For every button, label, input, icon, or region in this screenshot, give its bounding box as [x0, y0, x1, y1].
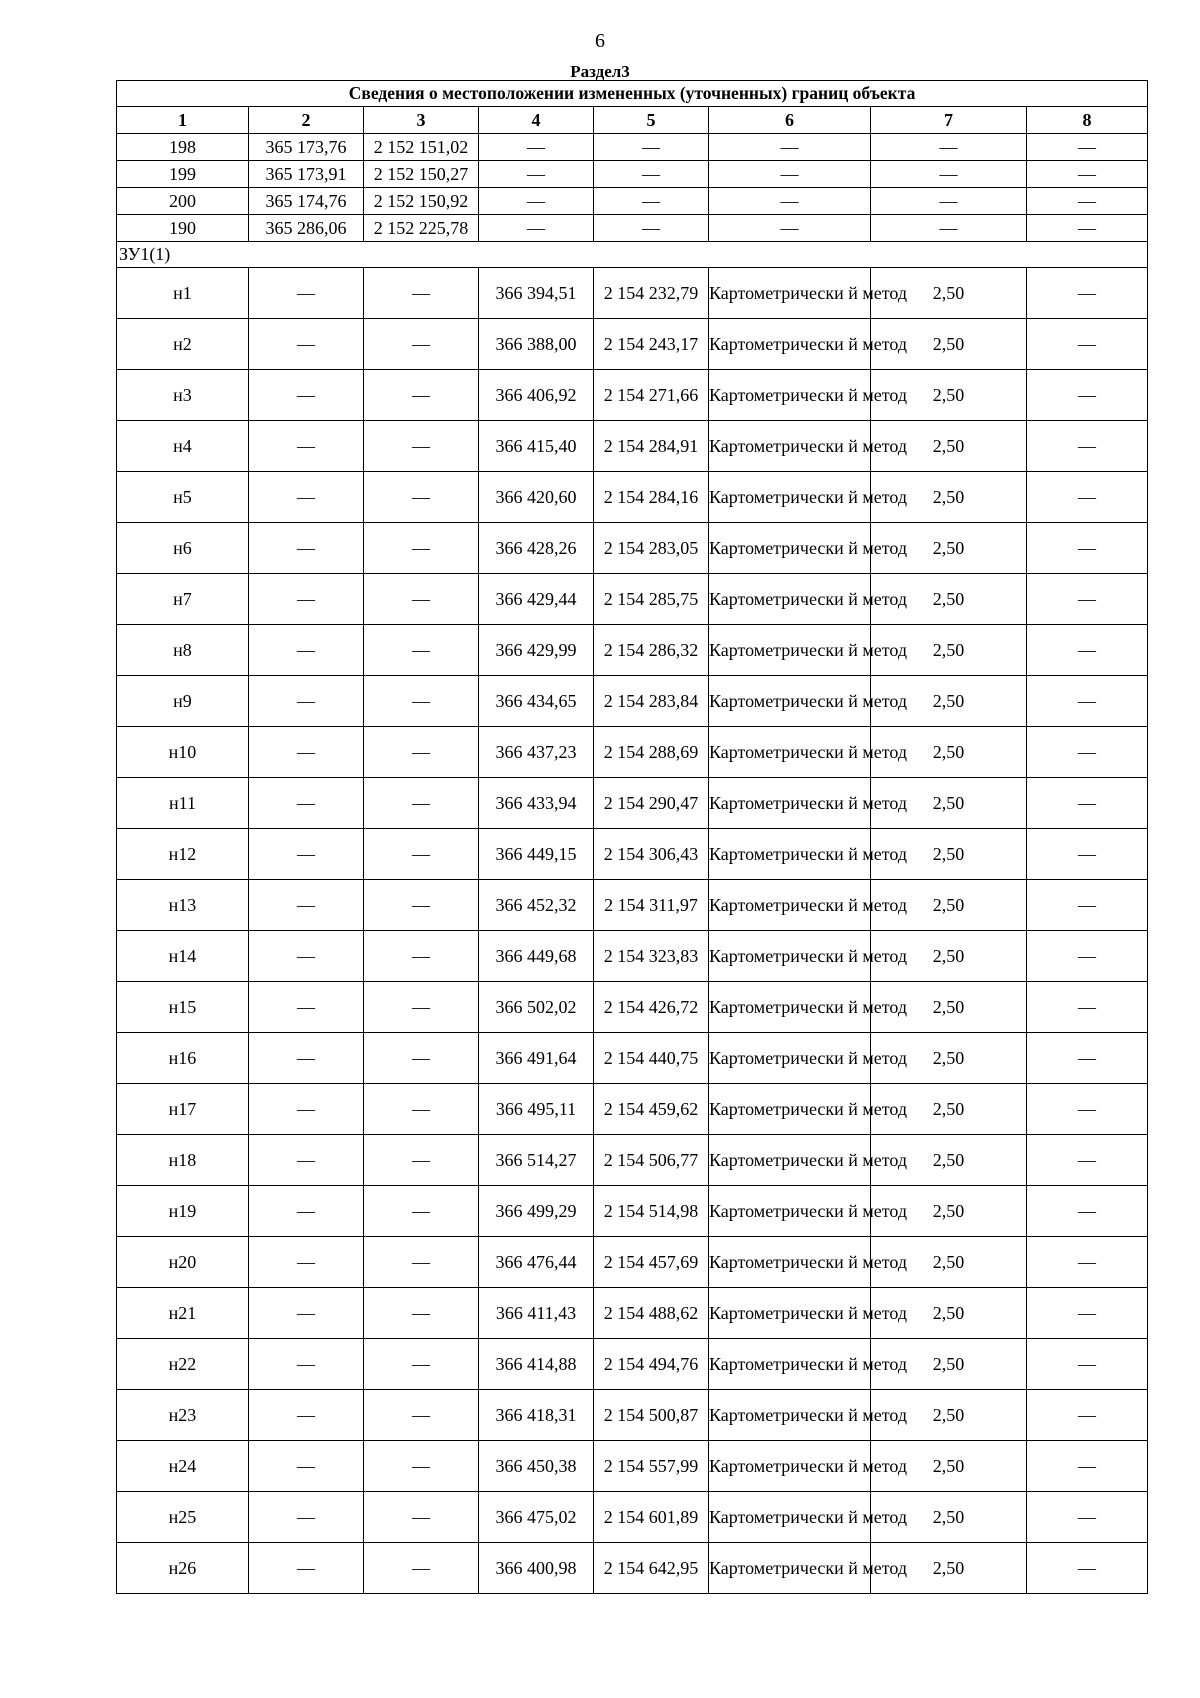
table-cell: 2 154 506,77 [594, 1135, 709, 1186]
table-cell: н4 [117, 421, 249, 472]
table-cell: 2 154 642,95 [594, 1543, 709, 1594]
table-cell: — [709, 134, 871, 161]
table-cell: — [249, 523, 364, 574]
table-cell: 2,50 [871, 574, 1027, 625]
table-cell: — [364, 1339, 479, 1390]
method-cell: Картометрически й метод [709, 1288, 871, 1339]
table-cell: — [709, 215, 871, 242]
table-row [117, 134, 1148, 161]
table-cell: 366 450,38 [479, 1441, 594, 1492]
table-cell: — [249, 574, 364, 625]
table-cell: н16 [117, 1033, 249, 1084]
table-row [117, 982, 1148, 1033]
table-cell: — [1027, 1288, 1148, 1339]
table-cell: 366 420,60 [479, 472, 594, 523]
table-cell: — [364, 574, 479, 625]
method-cell: Картометрически й метод [709, 1390, 871, 1441]
table-cell: — [249, 1237, 364, 1288]
table-row [117, 1390, 1148, 1441]
table-cell: 2 154 459,62 [594, 1084, 709, 1135]
table-cell: 2,50 [871, 472, 1027, 523]
table-cell: — [871, 161, 1027, 188]
table-row [117, 472, 1148, 523]
table-cell: — [1027, 1135, 1148, 1186]
table-cell: 2,50 [871, 1033, 1027, 1084]
table-cell: — [364, 829, 479, 880]
table-cell: 366 437,23 [479, 727, 594, 778]
table-cell: — [1027, 778, 1148, 829]
method-cell: Картометрически й метод [709, 472, 871, 523]
table-cell: — [1027, 1186, 1148, 1237]
table-cell: 366 499,29 [479, 1186, 594, 1237]
table-cell: — [1027, 1339, 1148, 1390]
table-cell: — [249, 1135, 364, 1186]
table-cell: 2,50 [871, 880, 1027, 931]
table-cell: — [364, 370, 479, 421]
table-cell: н13 [117, 880, 249, 931]
table-cell: 200 [117, 188, 249, 215]
table-cell: н24 [117, 1441, 249, 1492]
table-cell: — [1027, 370, 1148, 421]
table-row [117, 370, 1148, 421]
table-cell: н10 [117, 727, 249, 778]
table-cell: 2 152 151,02 [364, 134, 479, 161]
column-header: 5 [594, 107, 709, 134]
method-cell: Картометрически й метод [709, 1339, 871, 1390]
table-row [117, 523, 1148, 574]
column-header: 1 [117, 107, 249, 134]
table-cell: — [1027, 829, 1148, 880]
table-cell: — [249, 1033, 364, 1084]
table-cell: — [1027, 421, 1148, 472]
table-cell: — [1027, 319, 1148, 370]
table-cell: 366 429,44 [479, 574, 594, 625]
table-row [117, 1492, 1148, 1543]
table-row [117, 574, 1148, 625]
table-cell: 366 495,11 [479, 1084, 594, 1135]
table-cell: — [1027, 982, 1148, 1033]
table-cell: — [364, 1543, 479, 1594]
method-cell: Картометрически й метод [709, 268, 871, 319]
method-cell: Картометрически й метод [709, 982, 871, 1033]
table-cell: 2,50 [871, 1492, 1027, 1543]
table-cell: — [1027, 931, 1148, 982]
table-cell: н5 [117, 472, 249, 523]
table-cell: н7 [117, 574, 249, 625]
table-cell: 2 152 150,92 [364, 188, 479, 215]
table-caption: Сведения о местоположении измененных (уточненных) границ объекта [117, 81, 1148, 107]
table-cell: н23 [117, 1390, 249, 1441]
method-cell: Картометрически й метод [709, 778, 871, 829]
table-cell: — [479, 134, 594, 161]
table-cell: — [1027, 523, 1148, 574]
table-cell: — [249, 1339, 364, 1390]
table-cell: — [364, 523, 479, 574]
table-cell: — [1027, 134, 1148, 161]
method-cell: Картометрически й метод [709, 1084, 871, 1135]
section-title: Раздел3 [570, 62, 630, 81]
table-cell: н20 [117, 1237, 249, 1288]
table-cell: — [1027, 1492, 1148, 1543]
method-cell: Картометрически й метод [709, 625, 871, 676]
table-cell: 2,50 [871, 982, 1027, 1033]
table-cell: 2,50 [871, 268, 1027, 319]
table-cell: 366 475,02 [479, 1492, 594, 1543]
table-cell: 2,50 [871, 1084, 1027, 1135]
table-cell: — [249, 421, 364, 472]
table-cell: 366 418,31 [479, 1390, 594, 1441]
table-cell: 2 154 271,66 [594, 370, 709, 421]
table-row [117, 421, 1148, 472]
table-cell: — [364, 421, 479, 472]
table-cell: — [364, 1492, 479, 1543]
table-cell: — [249, 982, 364, 1033]
table-cell: н14 [117, 931, 249, 982]
table-row [117, 829, 1148, 880]
table-cell: 2,50 [871, 1237, 1027, 1288]
table-cell: 366 476,44 [479, 1237, 594, 1288]
table-cell: 365 286,06 [249, 215, 364, 242]
table-cell: 2 154 514,98 [594, 1186, 709, 1237]
table-cell: — [709, 161, 871, 188]
table-cell: н18 [117, 1135, 249, 1186]
table-cell: — [249, 1390, 364, 1441]
table-cell: — [364, 319, 479, 370]
boundary-coordinates-table [116, 80, 1148, 1594]
table-cell: — [1027, 268, 1148, 319]
table-cell: — [249, 1186, 364, 1237]
table-cell: — [364, 1237, 479, 1288]
table-cell: — [364, 727, 479, 778]
table-cell: — [364, 1033, 479, 1084]
method-cell: Картометрически й метод [709, 421, 871, 472]
table-cell: — [364, 880, 479, 931]
table-row [117, 1135, 1148, 1186]
table-cell: — [249, 370, 364, 421]
table-cell: 2 154 557,99 [594, 1441, 709, 1492]
table-cell: — [249, 1084, 364, 1135]
method-cell: Картометрически й метод [709, 574, 871, 625]
table-cell: 2 154 284,16 [594, 472, 709, 523]
method-cell: Картометрически й метод [709, 1033, 871, 1084]
method-cell: Картометрически й метод [709, 1492, 871, 1543]
table-cell: — [249, 727, 364, 778]
table-row [117, 727, 1148, 778]
table-cell: — [1027, 1390, 1148, 1441]
column-header: 2 [249, 107, 364, 134]
table-cell: 2 154 323,83 [594, 931, 709, 982]
table-cell: 2 154 457,69 [594, 1237, 709, 1288]
table-cell: — [1027, 1441, 1148, 1492]
table-cell: 2,50 [871, 1441, 1027, 1492]
table-cell: 365 173,76 [249, 134, 364, 161]
method-cell: Картометрически й метод [709, 1135, 871, 1186]
table-cell: — [1027, 215, 1148, 242]
table-cell: 2 154 290,47 [594, 778, 709, 829]
table-cell: — [871, 188, 1027, 215]
column-header: 4 [479, 107, 594, 134]
table-row [117, 625, 1148, 676]
table-row [117, 931, 1148, 982]
method-cell: Картометрически й метод [709, 829, 871, 880]
table-cell: 2,50 [871, 829, 1027, 880]
table-row [117, 215, 1148, 242]
table-cell: н3 [117, 370, 249, 421]
table-cell: 366 433,94 [479, 778, 594, 829]
table-cell: — [1027, 880, 1148, 931]
table-row [117, 1237, 1148, 1288]
table-cell: 2,50 [871, 778, 1027, 829]
table-cell: — [249, 880, 364, 931]
table-row [117, 1441, 1148, 1492]
table-cell: н12 [117, 829, 249, 880]
method-cell: Картометрически й метод [709, 676, 871, 727]
table-row [117, 1543, 1148, 1594]
table-cell: — [249, 1288, 364, 1339]
table-cell: 2 152 150,27 [364, 161, 479, 188]
table-cell: — [364, 778, 479, 829]
table-cell: 2 154 494,76 [594, 1339, 709, 1390]
table-cell: — [1027, 625, 1148, 676]
table-caption-row [117, 81, 1148, 107]
method-cell: Картометрически й метод [709, 880, 871, 931]
table-cell: — [249, 472, 364, 523]
page-number: 6 [595, 30, 605, 52]
method-cell: Картометрически й метод [709, 931, 871, 982]
table-cell: 2 154 306,43 [594, 829, 709, 880]
table-cell: 2 154 311,97 [594, 880, 709, 931]
table-cell: 190 [117, 215, 249, 242]
table-cell: — [249, 1543, 364, 1594]
table-cell: 366 449,15 [479, 829, 594, 880]
table-cell: 366 414,88 [479, 1339, 594, 1390]
column-header: 7 [871, 107, 1027, 134]
table-cell: 366 502,02 [479, 982, 594, 1033]
table-cell: 2 154 283,84 [594, 676, 709, 727]
table-cell: — [871, 134, 1027, 161]
table-cell: — [249, 268, 364, 319]
table-cell: — [594, 161, 709, 188]
table-cell: — [249, 1492, 364, 1543]
table-cell: — [1027, 1084, 1148, 1135]
table-cell: 2 152 225,78 [364, 215, 479, 242]
table-cell: 2 154 288,69 [594, 727, 709, 778]
table-cell: 366 434,65 [479, 676, 594, 727]
table-row [117, 1186, 1148, 1237]
table-cell: н22 [117, 1339, 249, 1390]
table-cell: 366 449,68 [479, 931, 594, 982]
table-cell: — [1027, 574, 1148, 625]
table-row [117, 1084, 1148, 1135]
table-row [117, 778, 1148, 829]
table-cell: 198 [117, 134, 249, 161]
table-cell: — [249, 931, 364, 982]
table-cell: 2,50 [871, 1339, 1027, 1390]
table-cell: — [594, 188, 709, 215]
column-header: 8 [1027, 107, 1148, 134]
table-cell: — [364, 472, 479, 523]
table-cell: 2,50 [871, 319, 1027, 370]
table-row [117, 1033, 1148, 1084]
table-cell: 2,50 [871, 523, 1027, 574]
table-cell: — [1027, 1237, 1148, 1288]
table-cell: 366 394,51 [479, 268, 594, 319]
group-row [117, 242, 1148, 268]
table-cell: н15 [117, 982, 249, 1033]
table-cell: 2,50 [871, 1288, 1027, 1339]
table-row [117, 1288, 1148, 1339]
table-cell: — [249, 625, 364, 676]
table-cell: 366 388,00 [479, 319, 594, 370]
table-cell: — [249, 829, 364, 880]
table-cell: — [364, 1186, 479, 1237]
table-cell: н21 [117, 1288, 249, 1339]
table-cell: н1 [117, 268, 249, 319]
table-cell: 2 154 488,62 [594, 1288, 709, 1339]
table-cell: н8 [117, 625, 249, 676]
method-cell: Картометрически й метод [709, 319, 871, 370]
table-cell: н6 [117, 523, 249, 574]
table-cell: 2,50 [871, 625, 1027, 676]
table-cell: 2,50 [871, 370, 1027, 421]
table-cell: — [364, 625, 479, 676]
table-cell: — [364, 1288, 479, 1339]
table-cell: 2 154 285,75 [594, 574, 709, 625]
method-cell: Картометрически й метод [709, 727, 871, 778]
table-cell: н11 [117, 778, 249, 829]
table-cell: 366 400,98 [479, 1543, 594, 1594]
table-cell: 2,50 [871, 1390, 1027, 1441]
column-header: 6 [709, 107, 871, 134]
table-cell: — [1027, 161, 1148, 188]
table-cell: н17 [117, 1084, 249, 1135]
table-cell: — [249, 676, 364, 727]
table-cell: н2 [117, 319, 249, 370]
method-cell: Картометрически й метод [709, 523, 871, 574]
table-cell: 365 174,76 [249, 188, 364, 215]
table-cell: 2 154 601,89 [594, 1492, 709, 1543]
table-row [117, 161, 1148, 188]
table-cell: 366 514,27 [479, 1135, 594, 1186]
table-cell: 2,50 [871, 1543, 1027, 1594]
table-row [117, 1339, 1148, 1390]
table-cell: н26 [117, 1543, 249, 1594]
table-row [117, 676, 1148, 727]
column-number-row [117, 107, 1148, 134]
table-cell: 2,50 [871, 421, 1027, 472]
table-cell: — [1027, 1033, 1148, 1084]
table-cell: 2 154 232,79 [594, 268, 709, 319]
table-cell: 366 428,26 [479, 523, 594, 574]
table-cell: 2,50 [871, 1186, 1027, 1237]
table-cell: — [1027, 472, 1148, 523]
table-cell: 366 411,43 [479, 1288, 594, 1339]
table-cell: — [1027, 727, 1148, 778]
method-cell: Картометрически й метод [709, 1237, 871, 1288]
table-cell: — [479, 188, 594, 215]
table-cell: 199 [117, 161, 249, 188]
table-cell: — [709, 188, 871, 215]
table-cell: — [249, 778, 364, 829]
table-cell: — [364, 1084, 479, 1135]
table-row [117, 319, 1148, 370]
table-cell: 2,50 [871, 676, 1027, 727]
table-cell: 2,50 [871, 727, 1027, 778]
table-cell: 365 173,91 [249, 161, 364, 188]
method-cell: Картометрически й метод [709, 370, 871, 421]
table-cell: 2 154 440,75 [594, 1033, 709, 1084]
table-cell: 366 491,64 [479, 1033, 594, 1084]
table-row [117, 188, 1148, 215]
table-cell: 2 154 286,32 [594, 625, 709, 676]
method-cell: Картометрически й метод [709, 1543, 871, 1594]
table-cell: 366 415,40 [479, 421, 594, 472]
table-cell: — [1027, 188, 1148, 215]
table-cell: — [364, 1390, 479, 1441]
table-cell: — [871, 215, 1027, 242]
table-cell: н9 [117, 676, 249, 727]
table-cell: 366 452,32 [479, 880, 594, 931]
table-cell: — [1027, 1543, 1148, 1594]
column-header: 3 [364, 107, 479, 134]
table-cell: 2 154 426,72 [594, 982, 709, 1033]
table-cell: 2 154 243,17 [594, 319, 709, 370]
table-cell: — [364, 1441, 479, 1492]
group-label: ЗУ1(1) [117, 242, 1148, 268]
table-cell: 366 406,92 [479, 370, 594, 421]
table-cell: — [364, 931, 479, 982]
table-cell: 2 154 500,87 [594, 1390, 709, 1441]
table-cell: — [1027, 676, 1148, 727]
table-cell: — [364, 1135, 479, 1186]
table-cell: 366 429,99 [479, 625, 594, 676]
table-cell: 2 154 284,91 [594, 421, 709, 472]
method-cell: Картометрически й метод [709, 1441, 871, 1492]
table-cell: — [479, 161, 594, 188]
table-cell: — [364, 982, 479, 1033]
table-cell: — [249, 1441, 364, 1492]
table-cell: н25 [117, 1492, 249, 1543]
table-cell: 2 154 283,05 [594, 523, 709, 574]
table-row [117, 880, 1148, 931]
table-row [117, 268, 1148, 319]
table-cell: н19 [117, 1186, 249, 1237]
method-cell: Картометрически й метод [709, 1186, 871, 1237]
table-cell: — [364, 268, 479, 319]
table-cell: — [249, 319, 364, 370]
table-cell: 2,50 [871, 1135, 1027, 1186]
table-cell: — [479, 215, 594, 242]
table-cell: — [364, 676, 479, 727]
table-cell: 2,50 [871, 931, 1027, 982]
table-cell: — [594, 134, 709, 161]
table-cell: — [594, 215, 709, 242]
